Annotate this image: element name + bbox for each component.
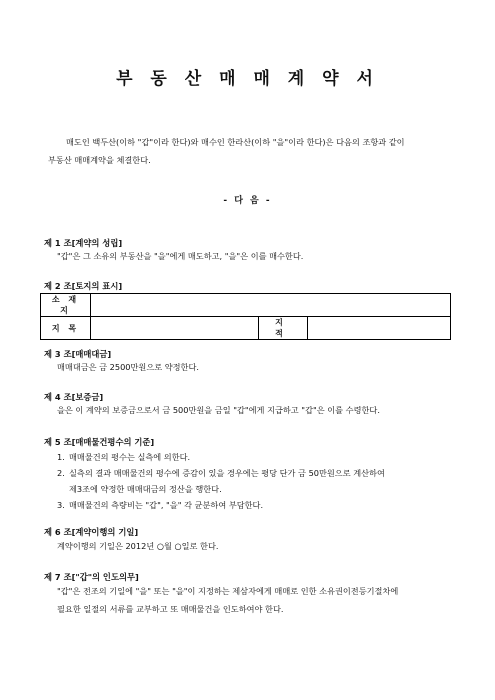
land-description-table xyxy=(40,293,451,340)
article-7-heading: 제 7 조["갑"의 인도의무] xyxy=(44,572,139,582)
article-4-heading: 제 4 조[보증금] xyxy=(44,392,104,402)
article-6-body: 계약이행의 기일은 2012년 ○월 ○일로 한다. xyxy=(57,541,219,551)
intro-line-2: 부동산 매매계약을 체결한다. xyxy=(48,155,151,165)
article-1-body: "갑"은 그 소유의 부동산을 "을"에게 매도하고, "을"은 이를 매수한다. xyxy=(57,251,304,261)
article-4-body: 을은 이 계약의 보증금으로서 금 500만원을 금일 "갑"에게 지급하고 "갑"은 이를 수령한다. xyxy=(57,405,380,415)
article-3-heading: 제 3 조[매매대금] xyxy=(44,349,112,359)
land-area-label: 지 적 xyxy=(259,317,308,340)
list-item-number: 3. xyxy=(57,500,65,510)
article-7-body xyxy=(57,582,457,618)
list-item-text: 매매물건의 평수는 실측에 의한다. xyxy=(69,452,191,462)
article-2-heading: 제 2 조[토지의 표시] xyxy=(44,281,123,291)
section-separator: - 다 음 - xyxy=(223,196,272,206)
intro-paragraph xyxy=(48,133,458,169)
document-title: 부 동 산 매 매 계 약 서 xyxy=(116,69,379,89)
list-item xyxy=(57,449,457,465)
list-item-number: 2. xyxy=(57,468,65,478)
list-item-text-cont: 제3조에 약정한 매매대금의 정산을 행한다. xyxy=(69,484,222,494)
list-item-number: 1. xyxy=(57,452,65,462)
intro-line-1: 매도인 백두산(이하 "갑"이라 한다)와 매수인 한라산(이하 "을"이라 한다)은 다음의 조항과 같이 xyxy=(66,137,405,147)
land-category-value[interactable] xyxy=(91,317,259,340)
article-7-line-2: 필요한 일절의 서류를 교부하고 또 매매물건을 인도하여야 한다. xyxy=(57,604,284,614)
list-item-text: 매매물건의 측량비는 "갑", "을" 각 균분하여 부담한다. xyxy=(69,500,264,510)
location-value[interactable] xyxy=(91,294,451,317)
article-7-line-1: "갑"은 전조의 기일에 "을" 또는 "을"이 지정하는 제삼자에게 매매로 인한 소유권이전등기절차에 xyxy=(57,586,399,596)
article-5-heading: 제 5 조[매매물건평수의 기준] xyxy=(44,437,155,447)
article-3-body: 매매대금은 금 2500만원으로 약정한다. xyxy=(57,362,199,372)
list-item xyxy=(57,497,457,513)
article-1-heading: 제 1 조[계약의 성립] xyxy=(44,238,123,248)
land-area-value[interactable] xyxy=(308,317,451,340)
list-item-text: 실측의 결과 매매물건의 평수에 증감이 있을 경우에는 평당 단가 금 50만원으로 계산하여 xyxy=(69,468,385,478)
land-category-label: 지 목 xyxy=(41,317,91,340)
article-6-heading: 제 6 조[계약이행의 기일] xyxy=(44,527,139,537)
list-item xyxy=(57,465,457,497)
article-5-list xyxy=(57,449,457,513)
location-label: 소 재 지 xyxy=(41,294,91,317)
